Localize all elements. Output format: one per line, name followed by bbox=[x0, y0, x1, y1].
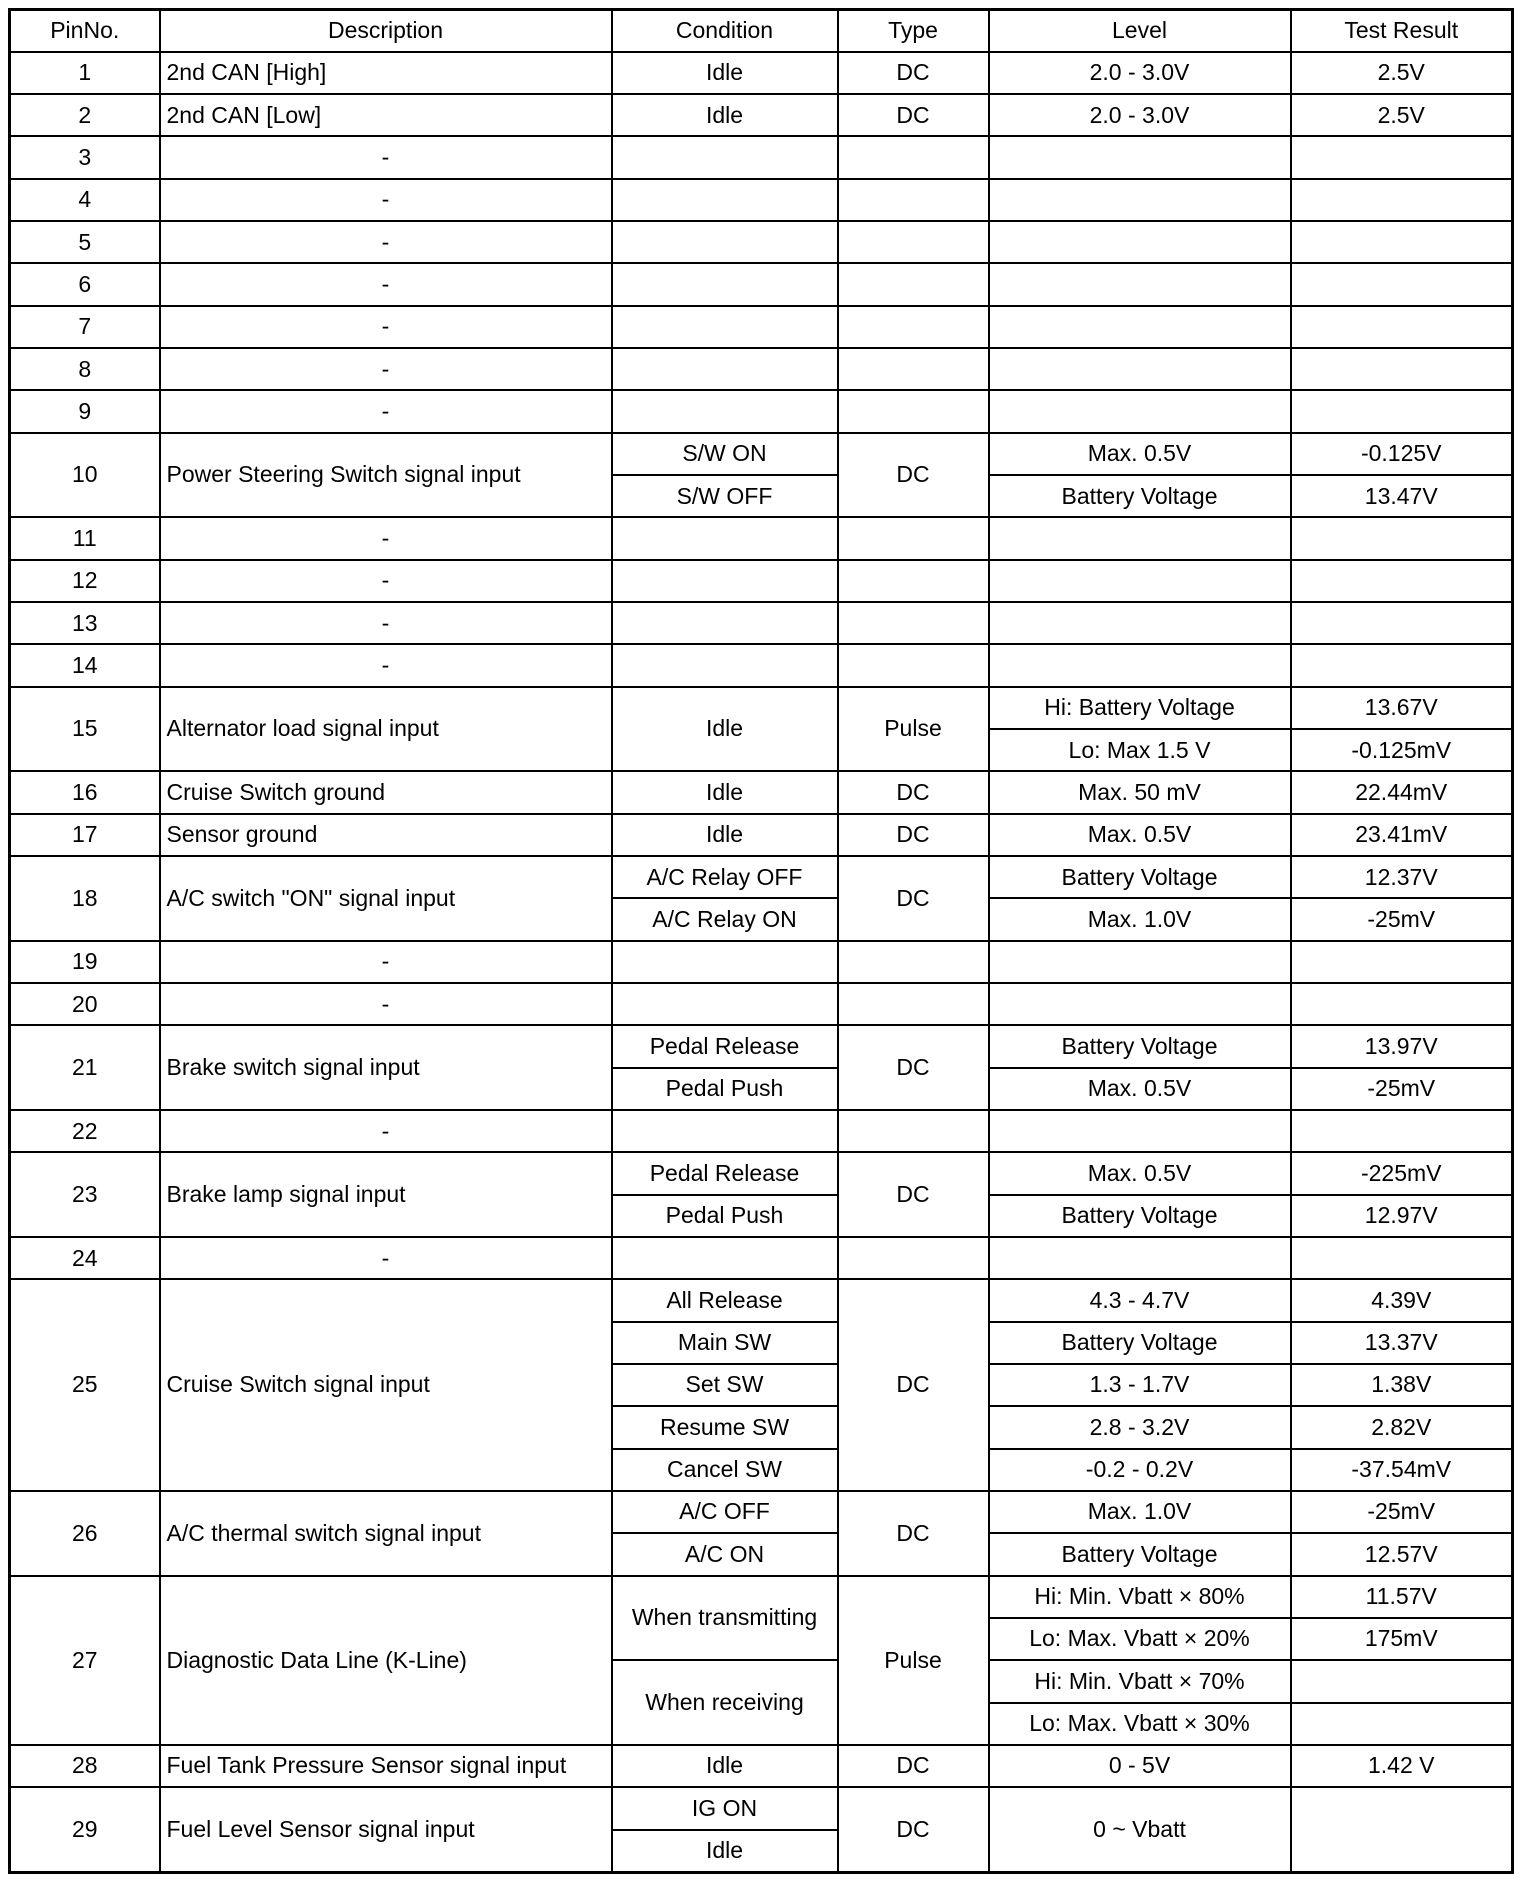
pin-description: Brake switch signal input bbox=[160, 1025, 612, 1110]
condition-cell bbox=[612, 348, 838, 390]
level-cell: Battery Voltage bbox=[989, 1195, 1291, 1237]
result-cell bbox=[1291, 560, 1513, 602]
result-cell bbox=[1291, 390, 1513, 432]
table-row bbox=[10, 306, 1513, 348]
table-row bbox=[10, 1110, 1513, 1152]
pin-number: 17 bbox=[10, 814, 160, 856]
pin-number: 5 bbox=[10, 221, 160, 263]
pin-number: 10 bbox=[10, 433, 160, 518]
table-row bbox=[10, 517, 1513, 559]
condition-cell bbox=[612, 1237, 838, 1279]
result-cell bbox=[1291, 602, 1513, 644]
header-pin-no: PinNo. bbox=[10, 10, 160, 52]
pin-description: - bbox=[160, 941, 612, 983]
condition-cell: Pedal Release bbox=[612, 1152, 838, 1194]
pin-number: 3 bbox=[10, 136, 160, 178]
result-cell: -25mV bbox=[1291, 898, 1513, 940]
pin-description: Brake lamp signal input bbox=[160, 1152, 612, 1237]
result-cell bbox=[1291, 136, 1513, 178]
table-row bbox=[10, 814, 1513, 856]
pin-number: 20 bbox=[10, 983, 160, 1025]
condition-cell bbox=[612, 644, 838, 686]
pin-description: Fuel Level Sensor signal input bbox=[160, 1787, 612, 1872]
result-cell: 13.37V bbox=[1291, 1322, 1513, 1364]
type-cell: DC bbox=[838, 52, 989, 94]
result-cell: 1.42 V bbox=[1291, 1745, 1513, 1787]
level-cell bbox=[989, 602, 1291, 644]
table-row bbox=[10, 94, 1513, 136]
table-row bbox=[10, 1576, 1513, 1618]
level-cell bbox=[989, 1237, 1291, 1279]
result-cell: 2.82V bbox=[1291, 1406, 1513, 1448]
level-cell: Battery Voltage bbox=[989, 1322, 1291, 1364]
pin-number: 18 bbox=[10, 856, 160, 941]
condition-cell: Idle bbox=[612, 771, 838, 813]
level-cell: Battery Voltage bbox=[989, 1025, 1291, 1067]
level-cell: Max. 1.0V bbox=[989, 898, 1291, 940]
type-cell: DC bbox=[838, 1745, 989, 1787]
pin-number: 8 bbox=[10, 348, 160, 390]
type-cell: DC bbox=[838, 1491, 989, 1576]
level-cell: Max. 1.0V bbox=[989, 1491, 1291, 1533]
pin-number: 1 bbox=[10, 52, 160, 94]
level-cell bbox=[989, 941, 1291, 983]
condition-cell: Cancel SW bbox=[612, 1449, 838, 1491]
type-cell bbox=[838, 983, 989, 1025]
result-cell: 1.38V bbox=[1291, 1364, 1513, 1406]
table-row bbox=[10, 941, 1513, 983]
level-cell bbox=[989, 179, 1291, 221]
pin-number: 6 bbox=[10, 263, 160, 305]
result-cell bbox=[1291, 1237, 1513, 1279]
result-cell: 2.5V bbox=[1291, 52, 1513, 94]
condition-cell: S/W OFF bbox=[612, 475, 838, 517]
type-cell bbox=[838, 390, 989, 432]
table-row bbox=[10, 433, 1513, 475]
level-cell: 2.0 - 3.0V bbox=[989, 94, 1291, 136]
condition-cell: IG ON bbox=[612, 1787, 838, 1829]
level-cell bbox=[989, 517, 1291, 559]
level-cell bbox=[989, 983, 1291, 1025]
header-row bbox=[10, 10, 1513, 52]
type-cell bbox=[838, 136, 989, 178]
type-cell bbox=[838, 263, 989, 305]
table-row bbox=[10, 983, 1513, 1025]
condition-cell: S/W ON bbox=[612, 433, 838, 475]
result-cell bbox=[1291, 983, 1513, 1025]
result-cell bbox=[1291, 517, 1513, 559]
condition-cell: When receiving bbox=[612, 1660, 838, 1745]
result-cell bbox=[1291, 1660, 1513, 1702]
pin-description: - bbox=[160, 136, 612, 178]
level-cell: Battery Voltage bbox=[989, 1533, 1291, 1575]
type-cell bbox=[838, 348, 989, 390]
type-cell: DC bbox=[838, 433, 989, 518]
result-cell bbox=[1291, 1787, 1513, 1872]
pin-description: Power Steering Switch signal input bbox=[160, 433, 612, 518]
type-cell: DC bbox=[838, 856, 989, 941]
level-cell: 4.3 - 4.7V bbox=[989, 1279, 1291, 1321]
level-cell: Hi: Min. Vbatt × 80% bbox=[989, 1576, 1291, 1618]
pin-description: - bbox=[160, 602, 612, 644]
result-cell: 13.47V bbox=[1291, 475, 1513, 517]
pin-number: 23 bbox=[10, 1152, 160, 1237]
condition-cell: All Release bbox=[612, 1279, 838, 1321]
pin-number: 16 bbox=[10, 771, 160, 813]
table-row bbox=[10, 687, 1513, 729]
pin-description: - bbox=[160, 1237, 612, 1279]
pin-number: 13 bbox=[10, 602, 160, 644]
level-cell bbox=[989, 1110, 1291, 1152]
result-cell: -25mV bbox=[1291, 1491, 1513, 1533]
pin-number: 7 bbox=[10, 306, 160, 348]
level-cell bbox=[989, 221, 1291, 263]
condition-cell: Idle bbox=[612, 1745, 838, 1787]
pin-number: 29 bbox=[10, 1787, 160, 1872]
level-cell: Lo: Max. Vbatt × 20% bbox=[989, 1618, 1291, 1660]
type-cell: DC bbox=[838, 814, 989, 856]
pin-description: - bbox=[160, 560, 612, 602]
pin-spec-table bbox=[8, 8, 1514, 1874]
pin-description: - bbox=[160, 517, 612, 559]
pin-description: - bbox=[160, 983, 612, 1025]
table-row bbox=[10, 1025, 1513, 1067]
type-cell bbox=[838, 179, 989, 221]
pin-number: 19 bbox=[10, 941, 160, 983]
condition-cell bbox=[612, 136, 838, 178]
level-cell: 1.3 - 1.7V bbox=[989, 1364, 1291, 1406]
pin-description: A/C thermal switch signal input bbox=[160, 1491, 612, 1576]
condition-cell bbox=[612, 263, 838, 305]
level-cell: -0.2 - 0.2V bbox=[989, 1449, 1291, 1491]
result-cell: 23.41mV bbox=[1291, 814, 1513, 856]
condition-cell bbox=[612, 179, 838, 221]
header-level: Level bbox=[989, 10, 1291, 52]
condition-cell: Set SW bbox=[612, 1364, 838, 1406]
result-cell: -225mV bbox=[1291, 1152, 1513, 1194]
result-cell: 12.97V bbox=[1291, 1195, 1513, 1237]
condition-cell: Idle bbox=[612, 814, 838, 856]
condition-cell: Pedal Release bbox=[612, 1025, 838, 1067]
type-cell bbox=[838, 306, 989, 348]
type-cell bbox=[838, 602, 989, 644]
level-cell: Max. 50 mV bbox=[989, 771, 1291, 813]
result-cell bbox=[1291, 263, 1513, 305]
result-cell bbox=[1291, 348, 1513, 390]
type-cell bbox=[838, 1110, 989, 1152]
pin-number: 24 bbox=[10, 1237, 160, 1279]
condition-cell: A/C ON bbox=[612, 1533, 838, 1575]
pin-description: 2nd CAN [Low] bbox=[160, 94, 612, 136]
type-cell: DC bbox=[838, 771, 989, 813]
pin-description: Diagnostic Data Line (K-Line) bbox=[160, 1576, 612, 1745]
condition-cell: Main SW bbox=[612, 1322, 838, 1364]
pin-description: Alternator load signal input bbox=[160, 687, 612, 772]
header-type: Type bbox=[838, 10, 989, 52]
result-cell: 12.57V bbox=[1291, 1533, 1513, 1575]
table-row bbox=[10, 771, 1513, 813]
condition-cell bbox=[612, 306, 838, 348]
pin-number: 28 bbox=[10, 1745, 160, 1787]
condition-cell: Idle bbox=[612, 687, 838, 772]
result-cell bbox=[1291, 221, 1513, 263]
table-row bbox=[10, 644, 1513, 686]
pin-description: - bbox=[160, 644, 612, 686]
type-cell: DC bbox=[838, 1152, 989, 1237]
pin-number: 12 bbox=[10, 560, 160, 602]
pin-description: A/C switch "ON" signal input bbox=[160, 856, 612, 941]
pin-number: 14 bbox=[10, 644, 160, 686]
table-row bbox=[10, 136, 1513, 178]
header-condition: Condition bbox=[612, 10, 838, 52]
result-cell: 12.37V bbox=[1291, 856, 1513, 898]
condition-cell: A/C OFF bbox=[612, 1491, 838, 1533]
result-cell: -0.125mV bbox=[1291, 729, 1513, 771]
table-row bbox=[10, 348, 1513, 390]
type-cell: DC bbox=[838, 94, 989, 136]
result-cell: -37.54mV bbox=[1291, 1449, 1513, 1491]
header-test-result: Test Result bbox=[1291, 10, 1513, 52]
level-cell: Max. 0.5V bbox=[989, 814, 1291, 856]
level-cell: Max. 0.5V bbox=[989, 1152, 1291, 1194]
condition-cell bbox=[612, 602, 838, 644]
condition-cell: Resume SW bbox=[612, 1406, 838, 1448]
pin-number: 21 bbox=[10, 1025, 160, 1110]
result-cell: 11.57V bbox=[1291, 1576, 1513, 1618]
level-cell: Battery Voltage bbox=[989, 856, 1291, 898]
result-cell: -25mV bbox=[1291, 1068, 1513, 1110]
type-cell bbox=[838, 221, 989, 263]
result-cell bbox=[1291, 941, 1513, 983]
pin-description: 2nd CAN [High] bbox=[160, 52, 612, 94]
pin-number: 25 bbox=[10, 1279, 160, 1491]
type-cell bbox=[838, 1237, 989, 1279]
condition-cell bbox=[612, 517, 838, 559]
result-cell bbox=[1291, 1703, 1513, 1745]
table-row bbox=[10, 560, 1513, 602]
level-cell: Battery Voltage bbox=[989, 475, 1291, 517]
header-description: Description bbox=[160, 10, 612, 52]
level-cell: Lo: Max. Vbatt × 30% bbox=[989, 1703, 1291, 1745]
pin-description: - bbox=[160, 306, 612, 348]
result-cell: 2.5V bbox=[1291, 94, 1513, 136]
level-cell: Hi: Min. Vbatt × 70% bbox=[989, 1660, 1291, 1702]
table-row bbox=[10, 1787, 1513, 1829]
pin-description: Sensor ground bbox=[160, 814, 612, 856]
level-cell: 2.0 - 3.0V bbox=[989, 52, 1291, 94]
table-row bbox=[10, 1152, 1513, 1194]
pin-number: 2 bbox=[10, 94, 160, 136]
table-row bbox=[10, 1745, 1513, 1787]
level-cell: Hi: Battery Voltage bbox=[989, 687, 1291, 729]
condition-cell bbox=[612, 983, 838, 1025]
table-row bbox=[10, 856, 1513, 898]
result-cell: 13.67V bbox=[1291, 687, 1513, 729]
condition-cell bbox=[612, 941, 838, 983]
result-cell: 175mV bbox=[1291, 1618, 1513, 1660]
condition-cell: A/C Relay ON bbox=[612, 898, 838, 940]
level-cell bbox=[989, 306, 1291, 348]
pin-description: - bbox=[160, 263, 612, 305]
level-cell: Max. 0.5V bbox=[989, 433, 1291, 475]
table-row bbox=[10, 1491, 1513, 1533]
pin-number: 11 bbox=[10, 517, 160, 559]
type-cell bbox=[838, 644, 989, 686]
condition-cell: Idle bbox=[612, 94, 838, 136]
condition-cell: When transmitting bbox=[612, 1576, 838, 1661]
pin-description: Cruise Switch ground bbox=[160, 771, 612, 813]
condition-cell: Idle bbox=[612, 52, 838, 94]
pin-description: - bbox=[160, 390, 612, 432]
table-row bbox=[10, 263, 1513, 305]
type-cell bbox=[838, 560, 989, 602]
pin-number: 15 bbox=[10, 687, 160, 772]
pin-number: 27 bbox=[10, 1576, 160, 1745]
table-row bbox=[10, 602, 1513, 644]
level-cell bbox=[989, 136, 1291, 178]
result-cell: 4.39V bbox=[1291, 1279, 1513, 1321]
condition-cell bbox=[612, 390, 838, 432]
table-row bbox=[10, 221, 1513, 263]
table-row bbox=[10, 179, 1513, 221]
condition-cell: A/C Relay OFF bbox=[612, 856, 838, 898]
type-cell: DC bbox=[838, 1279, 989, 1491]
condition-cell: Pedal Push bbox=[612, 1068, 838, 1110]
condition-cell: Pedal Push bbox=[612, 1195, 838, 1237]
pin-number: 26 bbox=[10, 1491, 160, 1576]
level-cell: 2.8 - 3.2V bbox=[989, 1406, 1291, 1448]
condition-cell bbox=[612, 560, 838, 602]
pin-table-body bbox=[10, 52, 1513, 1873]
table-row bbox=[10, 52, 1513, 94]
pin-description: - bbox=[160, 348, 612, 390]
result-cell bbox=[1291, 306, 1513, 348]
pin-description: Fuel Tank Pressure Sensor signal input bbox=[160, 1745, 612, 1787]
result-cell bbox=[1291, 179, 1513, 221]
type-cell: Pulse bbox=[838, 1576, 989, 1745]
result-cell: 13.97V bbox=[1291, 1025, 1513, 1067]
condition-cell bbox=[612, 221, 838, 263]
table-row bbox=[10, 390, 1513, 432]
result-cell bbox=[1291, 644, 1513, 686]
level-cell: 0 ~ Vbatt bbox=[989, 1787, 1291, 1872]
level-cell: 0 - 5V bbox=[989, 1745, 1291, 1787]
level-cell bbox=[989, 560, 1291, 602]
type-cell bbox=[838, 517, 989, 559]
table-row bbox=[10, 1237, 1513, 1279]
level-cell bbox=[989, 644, 1291, 686]
pin-number: 22 bbox=[10, 1110, 160, 1152]
condition-cell: Idle bbox=[612, 1830, 838, 1873]
level-cell bbox=[989, 390, 1291, 432]
type-cell: DC bbox=[838, 1787, 989, 1872]
type-cell bbox=[838, 941, 989, 983]
pin-description: - bbox=[160, 179, 612, 221]
level-cell bbox=[989, 263, 1291, 305]
type-cell: DC bbox=[838, 1025, 989, 1110]
result-cell bbox=[1291, 1110, 1513, 1152]
pin-description: - bbox=[160, 1110, 612, 1152]
type-cell: Pulse bbox=[838, 687, 989, 772]
result-cell: 22.44mV bbox=[1291, 771, 1513, 813]
pin-description: - bbox=[160, 221, 612, 263]
result-cell: -0.125V bbox=[1291, 433, 1513, 475]
pin-description: Cruise Switch signal input bbox=[160, 1279, 612, 1491]
level-cell: Lo: Max 1.5 V bbox=[989, 729, 1291, 771]
level-cell: Max. 0.5V bbox=[989, 1068, 1291, 1110]
pin-number: 4 bbox=[10, 179, 160, 221]
pin-number: 9 bbox=[10, 390, 160, 432]
level-cell bbox=[989, 348, 1291, 390]
condition-cell bbox=[612, 1110, 838, 1152]
table-row bbox=[10, 1279, 1513, 1321]
